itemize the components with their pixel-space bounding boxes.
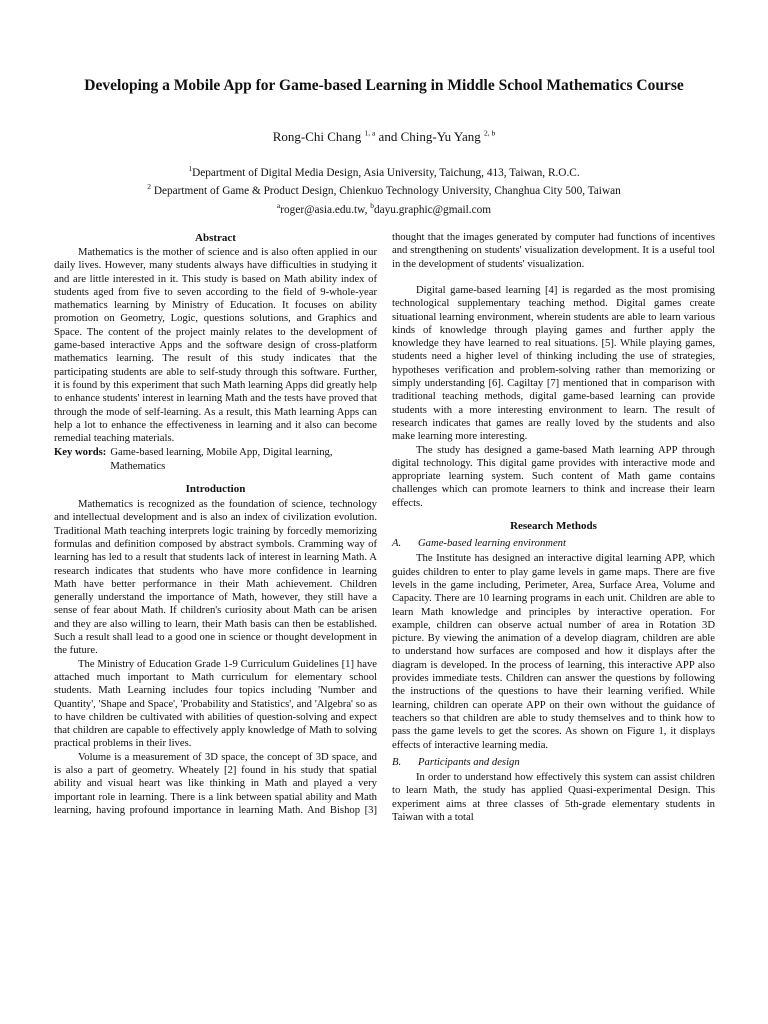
email-line	[54, 203, 714, 217]
subsection-b-title: Participants and design	[418, 756, 520, 768]
affiliation-2-sup: 2	[147, 182, 151, 192]
introduction-paragraph-3-tail: thought that the images generated by computer had functions of incentives and strengthening on students' visualization development. It is a useful tool in the development of students' visualization.	[392, 231, 715, 270]
subsection-a-text: The Institute has designed an interactive digital learning APP, which guides children to enter to play game levels in game maps. There are five levels in the game including, Perimeter, Area, Surface Area, Volume and Capacity. There are 10 learning programs in each unit. Children are able to learn Math knowledge and principles by interactive operation. For example, children can observe actual number of area in Rotation 3D picture. By viewing the animation of a develop diagram, children are able to understand how surfaces are composed and how it displays after the diagram is developed. In the process of learning, this interactive APP also provides immediate tests. Children can answer the questions by following the instructions of the questions to have their learning verified. While learning, children can operate APP on their own without the guidance of teachers so that children are able to study themselves and to think how to pass the game levels to get the scores. As shown on Figure 1, it displays effects of interactive learning media.	[392, 553, 715, 751]
affiliation-1	[54, 166, 714, 180]
introduction-continuation	[392, 231, 715, 284]
subsection-a-heading	[392, 537, 715, 550]
email-b-sup: b	[370, 201, 374, 211]
affiliation-2-text: Department of Game & Product Design, Chienkuo Technology University, Changhua City 500, Taiwan	[153, 185, 621, 197]
email-b[interactable]: dayu.graphic@gmail.com	[374, 204, 492, 216]
introduction-paragraph-2: The Ministry of Education Grade 1-9 Curriculum Guidelines [1] have attached much important to Math curriculum for elementary school students. Math Learning includes four topics including 'Number and Quantity', 'Shape and Space', 'Probability and Statistics', and 'Algebra' so as to have children be cultivated with abilities of question-solving and expect that children are capable to effectively apply knowledge of Math to solving practical problems in their lives.	[54, 658, 377, 750]
introduction-paragraph-4: Digital game-based learning [4] is regarded as the most promising technological supplementary teaching method. Digital games create situational learning environment, wherein students are able to learn various kinds of knowledge through playing games and further apply the knowledge they have learned to real situations. [5]. While playing games, students need a higher level of thinking including the use of strategies, hypotheses verification and problem-solving rather than memorizing or simply understanding [6]. Cagiltay [7] mentioned that in comparison with traditional teaching methods, digital game-based learning can provide students with a more interesting environment to learn. The result of research indicates that games are really loved by the students and also make learning more interesting.	[392, 285, 715, 443]
author-2: Ching-Yu Yang	[400, 129, 481, 144]
abstract-text: Mathematics is the mother of science and is also often applied in our daily lives. However, many students always have difficulties in studying it and are little interested in it. This study is based on Math ability index of students aged from five to seven according to the field of 9-whole-year mathematics learning by Ministry of Education. It focuses on ability promotion on Geometry, Logic, questions solutions, and Graphics and Space. The content of the project mainly relates to the development of game-based interactive Apps and the software design of cross-platform mathematics learning. The result of this study indicates that the participating students are able to self-study through this software. Further, it is found by this experiment that such Math learning Apps did greatly help to enhance students' interest in learning Math and the tests have proved that through the mode of self-learning. As a result, this Math learning Apps can help a lot to enhance the effectiveness in learning and it also can become remedial teaching materials.	[54, 247, 377, 445]
affiliation-1-text: Department of Digital Media Design, Asia University, Taichung, 413, Taiwan, R.O.C.	[192, 167, 580, 179]
research-methods-heading: Research Methods	[510, 520, 597, 533]
email-a-sup: a	[276, 201, 281, 211]
author-1: Rong-Chi Chang	[272, 129, 362, 144]
introduction-paragraph-1: Mathematics is recognized as the foundation of science, technology and intellectual development and is also an index of civilization evolution. Traditional Math teaching interprets logic training by forcedly memorizing formulas and definition composed by abstract symbols. Cramming way of learning has led to a result that students lack of interest in learning Math. A research indicates that students who have more confidence in learning Math have better performance in their Math achievement. Children generally understand the importance of Math, however, they still have a sense of fear about Math. If children's curiosity about Math can be arisen and they are also willing to learn, their Math basis can then be established. Such a result shall lead to a good one in science or thought development in the future.	[54, 499, 377, 657]
subsection-a-number: A.	[392, 538, 402, 550]
author-line	[54, 128, 714, 145]
author-and: and	[378, 129, 398, 144]
introduction-heading: Introduction	[185, 483, 246, 496]
left-column	[54, 231, 377, 817]
keywords-label: Key words:	[54, 447, 107, 459]
abstract-heading: Abstract	[195, 232, 236, 244]
subsection-b-heading	[392, 756, 715, 769]
affiliation-1-sup: 1	[188, 164, 193, 174]
subsection-b-text: In order to understand how effectively this system can assist children to learn Math, the study has applied Quasi-experimental Design. This experiment aims at three classes of 5th-grade elementary students in Taiwan with a total	[392, 772, 715, 823]
subsection-b-number: B.	[392, 756, 402, 768]
author-2-sup: 2, b	[484, 128, 496, 138]
author-1-sup: 1, a	[364, 128, 376, 138]
right-column	[392, 231, 715, 824]
paper-title: Developing a Mobile App for Game-based Learning in Middle School Mathematics Course	[84, 77, 684, 94]
subsection-a-title: Game-based learning environment	[418, 538, 566, 550]
introduction-paragraph-5: The study has designed a game-based Math learning APP through digital technology. This digital game provides with interactive mode and appropriate learning system. Such content of Math game contains challenges which can promote learners to think and increase their learn effects.	[392, 444, 715, 509]
keywords	[54, 446, 377, 473]
keywords-text: Game-based learning, Mobile App, Digital learning, Mathematics	[110, 447, 333, 472]
affiliation-2	[54, 184, 714, 198]
email-a[interactable]: roger@asia.edu.tw,	[280, 204, 368, 216]
introduction-paragraph-3: Volume is a measurement of 3D space, the concept of 3D space, and is also a part of geometry. Wheately [2] found in his study that spatial ability and visual heart was like thinking in Math and played a very important role in learning. There is a link between spatial ability and Math learning, having profound importance in learning Math. And Bishop [3]	[54, 751, 377, 816]
